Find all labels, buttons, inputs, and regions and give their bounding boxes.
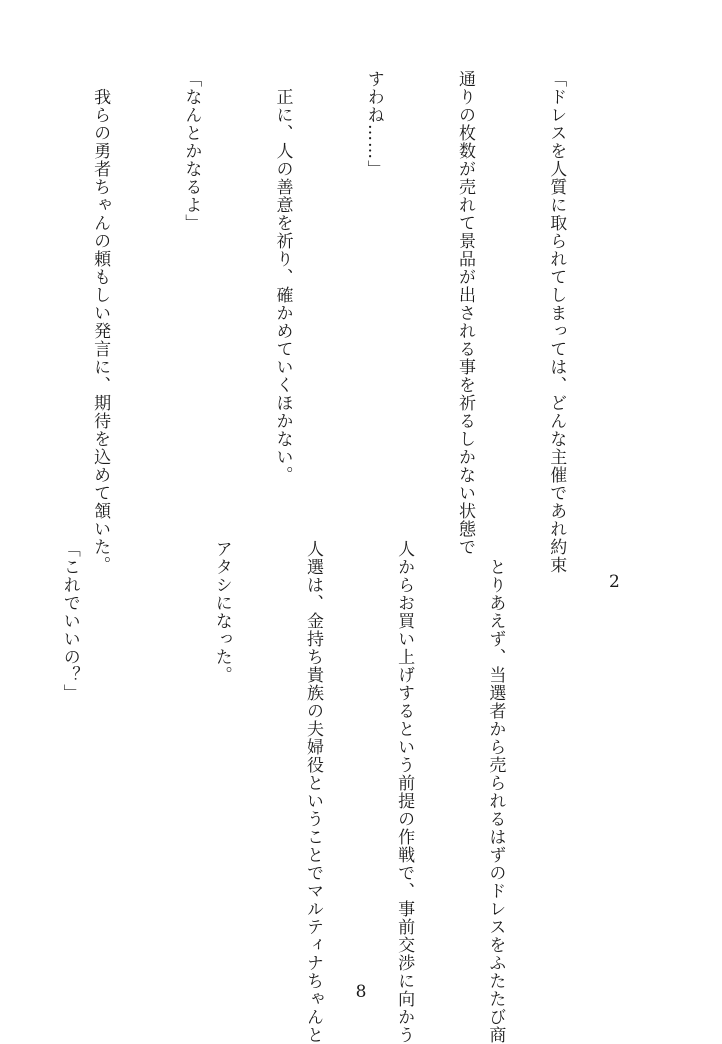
text-line: すわね……」 [363, 70, 384, 178]
section-number: 2 [609, 572, 620, 592]
text-line: 人からお買い上げするという前提の作戦で、事前交渉に向かう [394, 540, 415, 1044]
text-line: 「ドレスを人質に取られてしまっては、どんな主催であれ約束 [546, 70, 567, 574]
text-line: 我らの勇者ちゃんの頼もしい発言に、期待を込めて頷いた。 [90, 70, 111, 574]
page-number: 8 [355, 982, 367, 1002]
text-line: 正に、人の善意を祈り、確かめていくほかない。 [272, 70, 293, 484]
text-line: 「これでいいの？」 [59, 540, 80, 702]
text-line: 通りの枚数が売れて景品が出される事を祈るしかない状態で [454, 70, 475, 556]
text-line: とりあえず、当選者から売られるはずのドレスをふたたび商 [485, 540, 506, 1044]
text-line: 人選は、金持ち貴族の夫婦役ということでマルティナちゃんと [302, 540, 323, 1044]
text-block-top [24, 70, 632, 574]
text-line: アタシになった。 [211, 540, 232, 684]
text-line: 「なんとかなるよ」 [181, 70, 202, 232]
text-block-bottom [0, 540, 632, 1044]
